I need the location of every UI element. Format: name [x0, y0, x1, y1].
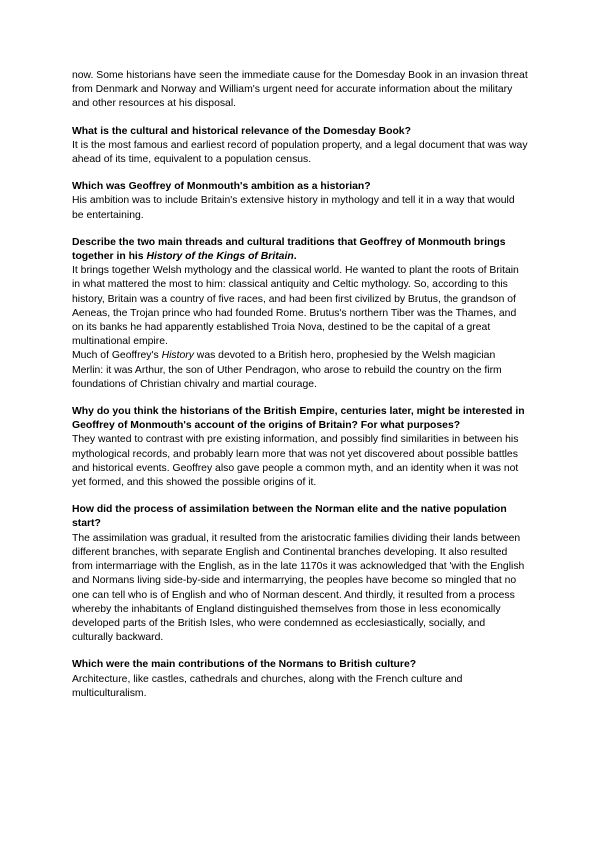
qa-block-domesday-relevance — [72, 125, 528, 168]
answer-paragraph — [72, 349, 528, 392]
qa-block-norman-contributions — [72, 658, 528, 701]
qa-block-british-empire-historians — [72, 405, 528, 490]
qa-block-two-threads — [72, 236, 528, 392]
answer-paragraph: They wanted to contrast with pre existing information, and possibly find similarities in between his mythological records, and probably learn more that was not yet discovered about possible battles and historical events. Geoffrey also gave people a common myth, and an identity when it was not yet formed, and this showed the possible origins of it. — [72, 434, 519, 489]
intro-paragraph: now. Some historians have seen the immediate cause for the Domesday Book in an invasion threat from Denmark and Norway and William's urgent need for accurate information about the military and other resources at his disposal. — [72, 70, 528, 110]
book-title: History of the Kings of Britain — [146, 251, 294, 263]
question-text: Describe the two main threads and cultural traditions that Geoffrey of Monmouth brings together in his — [72, 236, 506, 263]
answer-paragraph: The assimilation was gradual, it resulted from the aristocratic families dividing their lands between different branches, with separate English and Continental branches developing. It also resulted from intermarriage with the English, as in the late 1170s it was acknowledged that 'with the English and Normans living side-by-side and intermarrying, the peoples have become so mingled that no one can tell who is of English and who of Norman descent. And thirdly, it resulted from a process whereby the inhabitants of England distinguished themselves from those in less economically developed parts of the British Isles, who were condemned as ecclesiastically, socially, and culturally backward. — [72, 532, 525, 644]
question-heading: How did the process of assimilation between the Norman elite and the native population start? — [72, 504, 507, 530]
question-heading: Which was Geoffrey of Monmouth's ambition as a historian? — [72, 181, 371, 193]
question-heading — [72, 236, 528, 264]
answer-paragraph: It is the most famous and earliest record of population property, and a legal document that was way ahead of its time, equivalent to a population census. — [72, 139, 528, 166]
question-punctuation: . — [293, 251, 297, 263]
answer-paragraph: His ambition was to include Britain's extensive history in mythology and tell it in a way that would be entertaining. — [72, 195, 515, 221]
qa-block-norman-assimilation — [72, 503, 528, 645]
question-heading: Why do you think the historians of the British Empire, centuries later, might be interested in Geoffrey of Monmouth's account of the origins of Britain? For what purposes? — [72, 406, 525, 432]
question-heading: Which were the main contributions of the Normans to British culture? — [72, 659, 417, 671]
answer-text: Much of Geoffrey's — [72, 350, 162, 362]
answer-text: was devoted to a British hero, prophesied by the Welsh magician Merlin: it was Arthur, the son of Uther Pendragon, who arose to rebuild the country on the firm foundations of Christian chivalry and martial courage. — [72, 350, 502, 390]
answer-paragraph: It brings together Welsh mythology and the classical world. He wanted to plant the roots of Britain in what mattered the most to him: classical antiquity and Celtic mythology. So, according to this history, Britain was a country of five races, and had been first civilized by Brutus, the grandson of Aeneas, the Trojan prince who had founded Rome. Brutus's northern Tiber was the Thames, and on its banks he had apparently established Troia Nova, destined to be the capital of a great multinational empire. — [72, 265, 519, 348]
answer-paragraph: Architecture, like castles, cathedrals and churches, along with the French culture and multiculturalism. — [72, 673, 463, 699]
document-page — [72, 69, 528, 701]
qa-block-geoffrey-ambition — [72, 180, 528, 223]
question-heading: What is the cultural and historical relevance of the Domesday Book? — [72, 125, 411, 137]
book-title: History — [161, 350, 194, 362]
